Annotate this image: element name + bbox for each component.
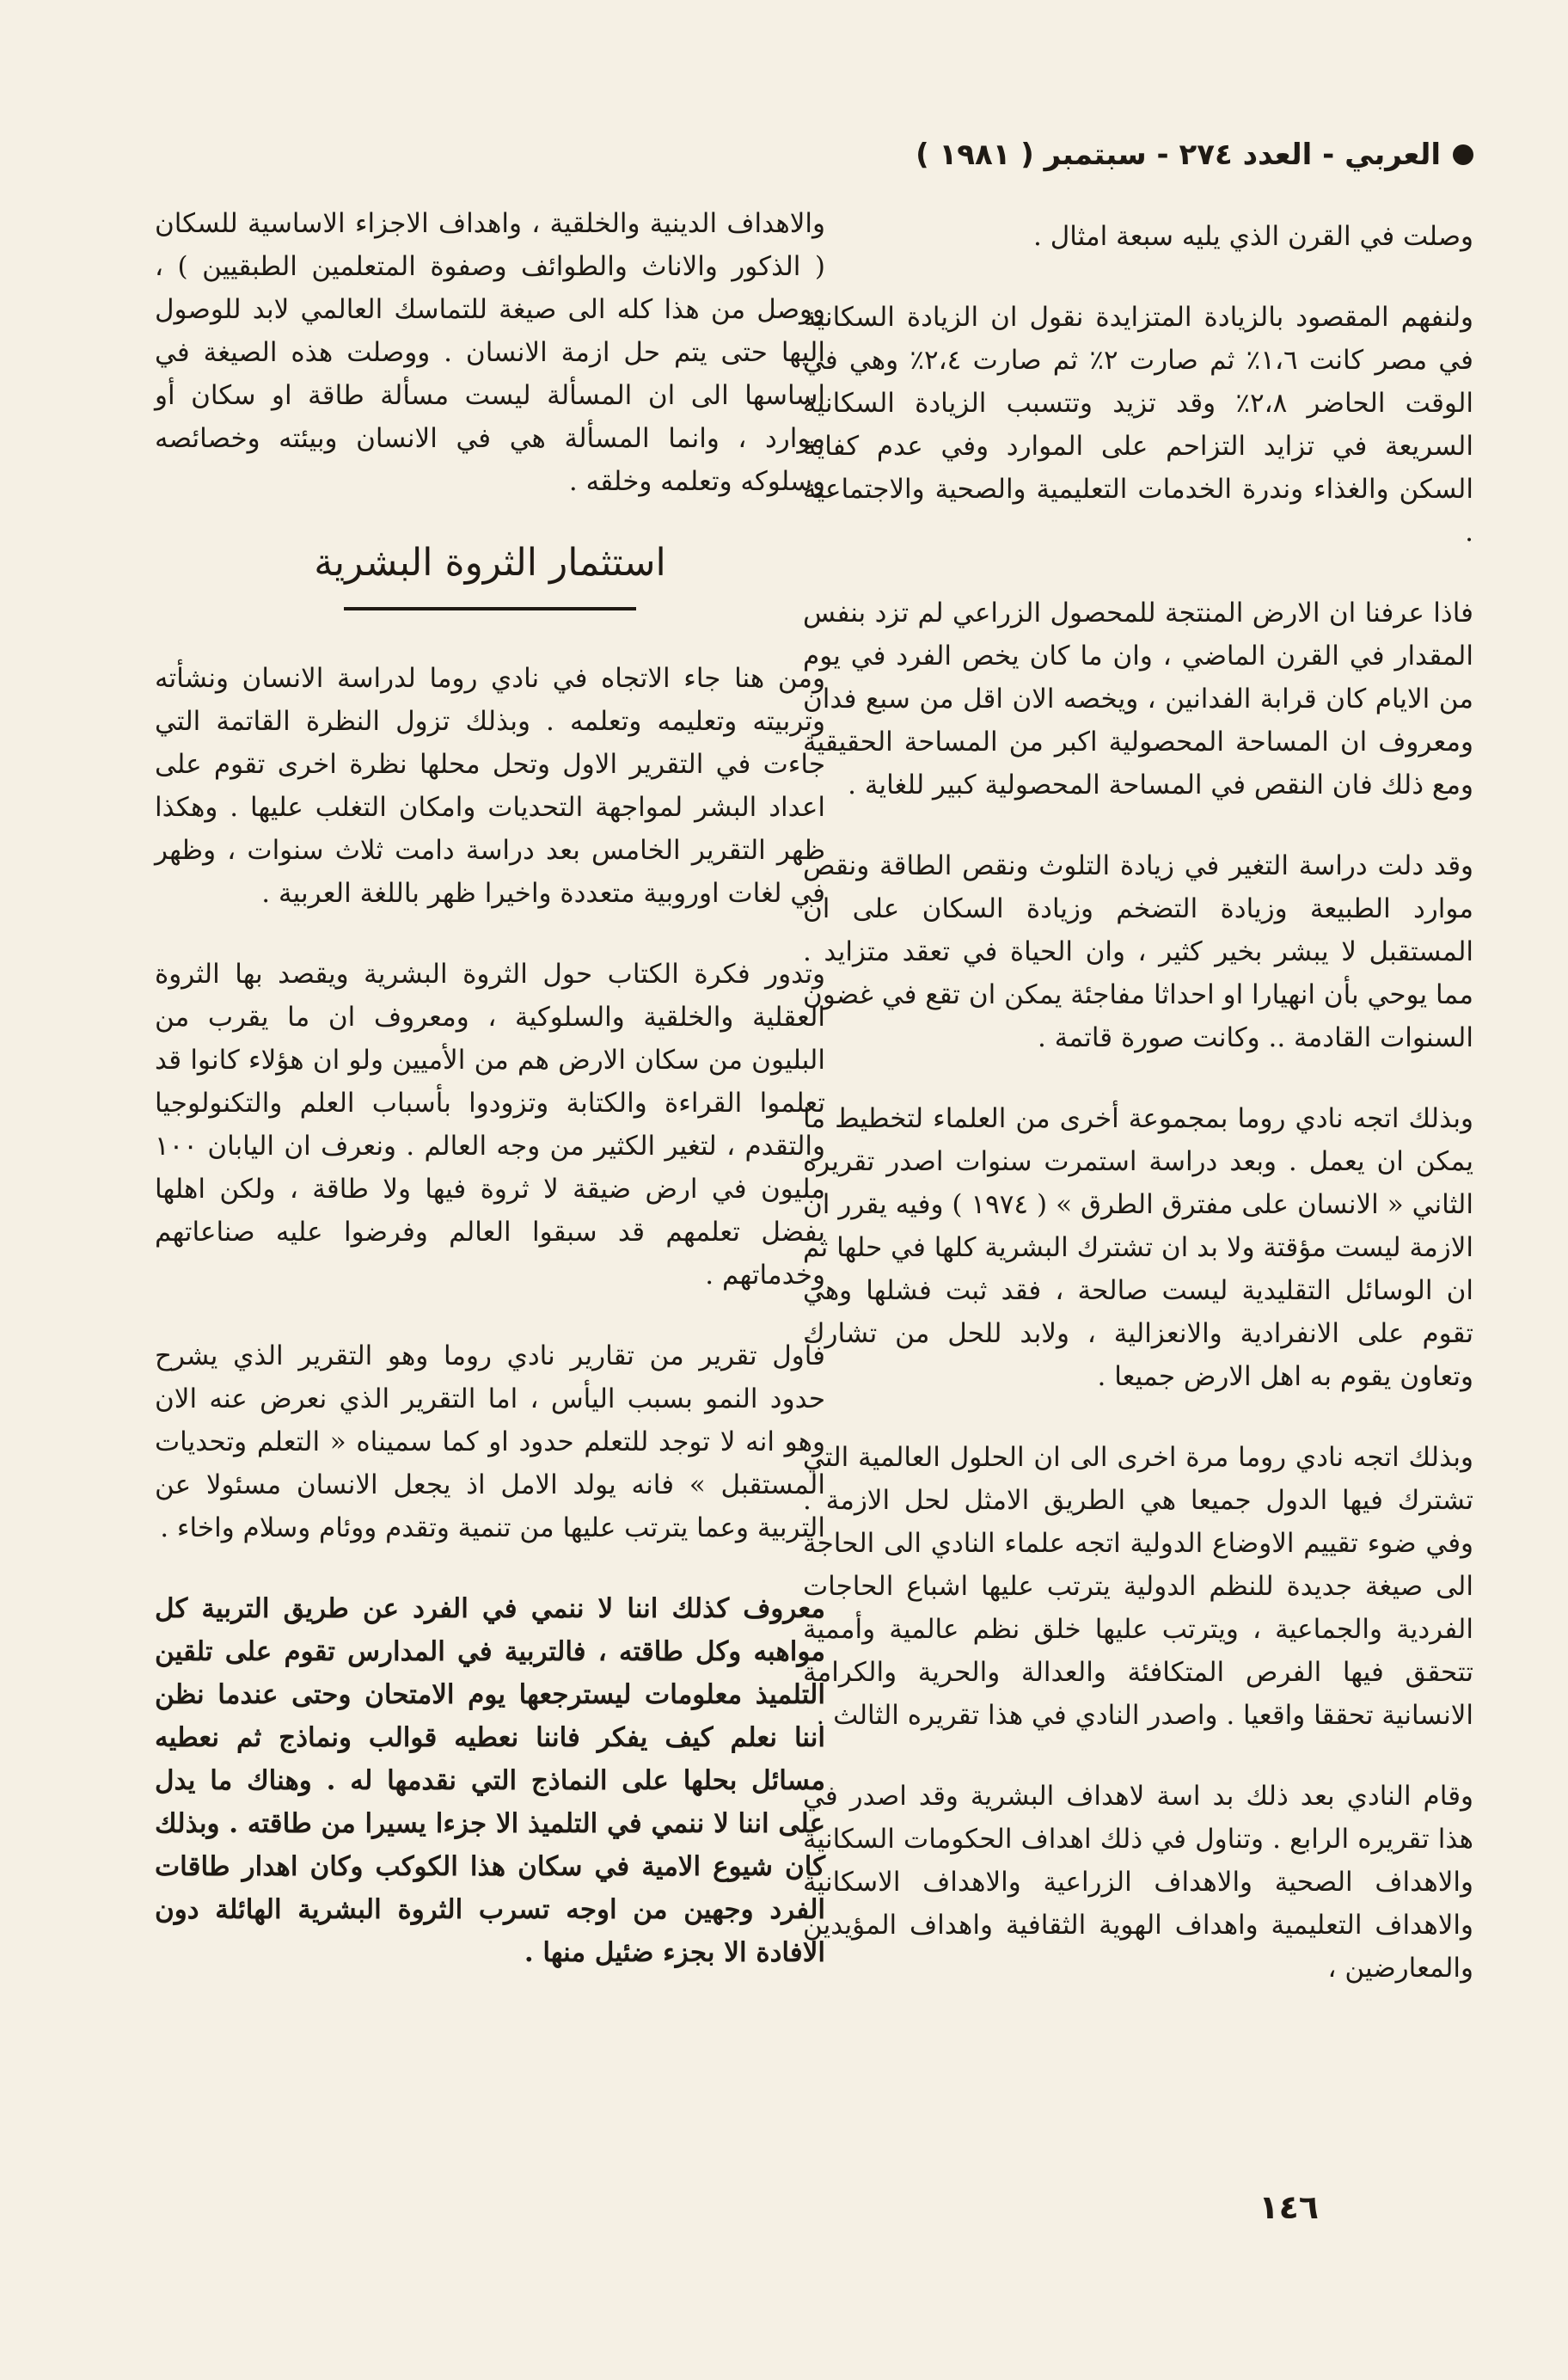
right-paragraph-6: وبذلك اتجه نادي روما مرة اخرى الى ان الحلول العالمية التي تشترك فيها الدول جميعا هي الطريق الامثل لحل الازمة . وفي ضوء تقييم الاوضاع الدولية اتجه علماء النادي الى الحاجة الى صيغة جديدة للنظم الدولية يترتب عليها اشباع الحاجات الفردية والجماعية ، ويترتب عليها خلق نظم عالمية وأممية تتحقق فيها الفرص المتكافئة والعدالة والحرية والكرامة الانسانية تحققا واقعيا . واصدر النادي في هذا تقريره الثالث .	[803, 1442, 1473, 1731]
page-header	[916, 138, 1473, 172]
left-paragraph-3: فأول تقرير من تقارير نادي روما وهو التقرير الذي يشرح حدود النمو بسبب اليأس ، اما التقرير الذي نعرض عنه الان وهو انه لا توجد للتعلم حدود او كما سميناه « التعلم وتحديات المستقبل » فانه يولد الامل اذ يجعل الانسان مسئولا عن التربية وعما يترتب عليها من تنمية وتقدم ووئام وسلام واخاء .	[155, 1340, 825, 1543]
left-column	[155, 202, 825, 2012]
left-paragraph-1: ومن هنا جاء الاتجاه في نادي روما لدراسة الانسان ونشأته وتربيته وتعليمه وتعلمه . وبذلك تزول النظرة القاتمة التي جاءت في التقرير الاول وتحل محلها نظرة اخرى تقوم على اعداد البشر لمواجهة التحديات وامكان التغلب عليها . وهكذا ظهر التقرير الخامس بعد دراسة دامت ثلاث سنوات ، وظهر في لغات اوروبية متعددة واخيرا ظهر باللغة العربية .	[155, 663, 825, 909]
right-paragraph-3: فاذا عرفنا ان الارض المنتجة للمحصول الزراعي لم تزد بنفس المقدار في القرن الماضي ، وان ما كان يخص الفرد في يوم من الايام كان قرابة الفدانين ، ويخصه الان اقل من سبع فدان ومعروف ان المساحة المحصولية اكبر من المساحة الحقيقية ومع ذلك فان النقص في المساحة المحصولية كبير للغاية .	[803, 598, 1473, 800]
heading-underline	[344, 607, 636, 610]
right-paragraph-4: وقد دلت دراسة التغير في زيادة التلوث ونقص الطاقة ونقص موارد الطبيعة وزيادة التضخم وزيادة السكان على ان المستقبل لا يبشر بخير كثير ، وان الحياة في تعقد متزايد . مما يوحي بأن انهيارا او احداثا مفاجئة يمكن ان تقع في غضون السنوات القادمة .. وكانت صورة قاتمة .	[803, 850, 1473, 1053]
left-paragraph-4: معروف كذلك اننا لا ننمي في الفرد عن طريق التربية كل مواهبه وكل طاقته ، فالتربية في المدارس تقوم على تلقين التلميذ معلومات ليسترجعها يوم الامتحان وحتى عندما نظن اننا نعلم كيف يفكر فاننا نعطيه قوالب ونماذج ثم نعطيه مسائل بحلها على النماذج التي نقدمها له . وهناك ما يدل على اننا لا ننمي في التلميذ الا جزءا يسيرا من طاقته . وبذلك كان شيوع الامية في سكان هذا الكوكب وكان اهدار طاقات الفرد وجهين من اوجه تسرب الثروة البشرية الهائلة دون الافادة الا بجزء ضئيل منها .	[155, 1593, 825, 1968]
right-paragraph-5: وبذلك اتجه نادي روما بمجموعة أخرى من العلماء لتخطيط ما يمكن ان يعمل . وبعد دراسة استمرت سنوات اصدر تقريره الثاني « الانسان على مفترق الطرق » ( ١٩٧٤ ) وفيه يقرر ان الازمة ليست مؤقتة ولا بد ان تشترك البشرية كلها في حلها ثم ان الوسائل التقليدية ليست صالحة ، فقد ثبت فشلها وهي تقوم على الانفرادية والانعزالية ، ولابد للحل من تشارك وتعاون يقوم به اهل الارض جميعا .	[803, 1103, 1473, 1392]
right-column	[803, 215, 1473, 2027]
page-number: ١٤٦	[1259, 2188, 1319, 2226]
left-intro-paragraph: والاهداف الدينية والخلقية ، واهداف الاجزاء الاساسية للسكان ( الذكور والاناث والطوائف وصفوة المتعلمين الطبقيين ) ، ووصل من هذا كله الى صيغة للتماسك العالمي لابد للوصول اليها حتى يتم حل ازمة الانسان . ووصلت هذه الصيغة في اساسها الى ان المسألة ليست مسألة طاقة او سكان أو موارد ، وانما المسألة هي في الانسان وبيئته وخصائصه وسلوكه وتعلمه وخلقه .	[155, 208, 825, 497]
right-paragraph-2: ولنفهم المقصود بالزيادة المتزايدة نقول ان الزيادة السكانية في مصر كانت ١،٦٪ ثم صارت ٢٪ ثم صارت ٢،٤٪ وهي في الوقت الحاضر ٢،٨٪ وقد تزيد وتتسبب الزيادة السكانية السريعة في تزايد التزاحم على الموارد وفي عدم كفاية السكن والغذاء وندرة الخدمات التعليمية والصحية والاجتماعية .	[803, 302, 1473, 548]
section-heading: استثمار الثروة البشرية	[314, 541, 666, 585]
right-paragraph-7: وقام النادي بعد ذلك بد اسة لاهداف البشرية وقد اصدر في هذا تقريره الرابع . وتناول في ذلك اهداف الحكومات السكانية والاهداف الصحية والاهداف الزراعية والاهداف الاسكانية والاهداف التعليمية واهداف الهوية الثقافية واهداف المؤيدين والمعارضين ،	[803, 1781, 1473, 1984]
right-paragraph-1: وصلت في القرن الذي يليه سبعة امثال .	[1033, 221, 1473, 252]
header-bullet-icon	[1453, 144, 1473, 165]
left-paragraph-2: وتدور فكرة الكتاب حول الثروة البشرية ويقصد بها الثروة العقلية والخلقية والسلوكية ، ومعروف ان ما يقرب من البليون من سكان الارض هم من الأميين ولو ان هؤلاء كانوا قد تعلموا القراءة والكتابة وتزودوا بأسباب العلم والتكنولوجيا والتقدم ، لتغير الكثير من وجه العالم . ونعرف ان اليابان ١٠٠ مليون في ارض ضيقة لا ثروة فيها ولا طاقة ، ولكن اهلها بفضل تعلمهم قد سبقوا العالم وفرضوا عليه صناعاتهم وخدماتهم .	[155, 959, 825, 1291]
header-text: العربي - العدد ٢٧٤ - سبتمبر ( ١٩٨١ )	[916, 138, 1441, 172]
section-heading-block	[155, 541, 825, 610]
